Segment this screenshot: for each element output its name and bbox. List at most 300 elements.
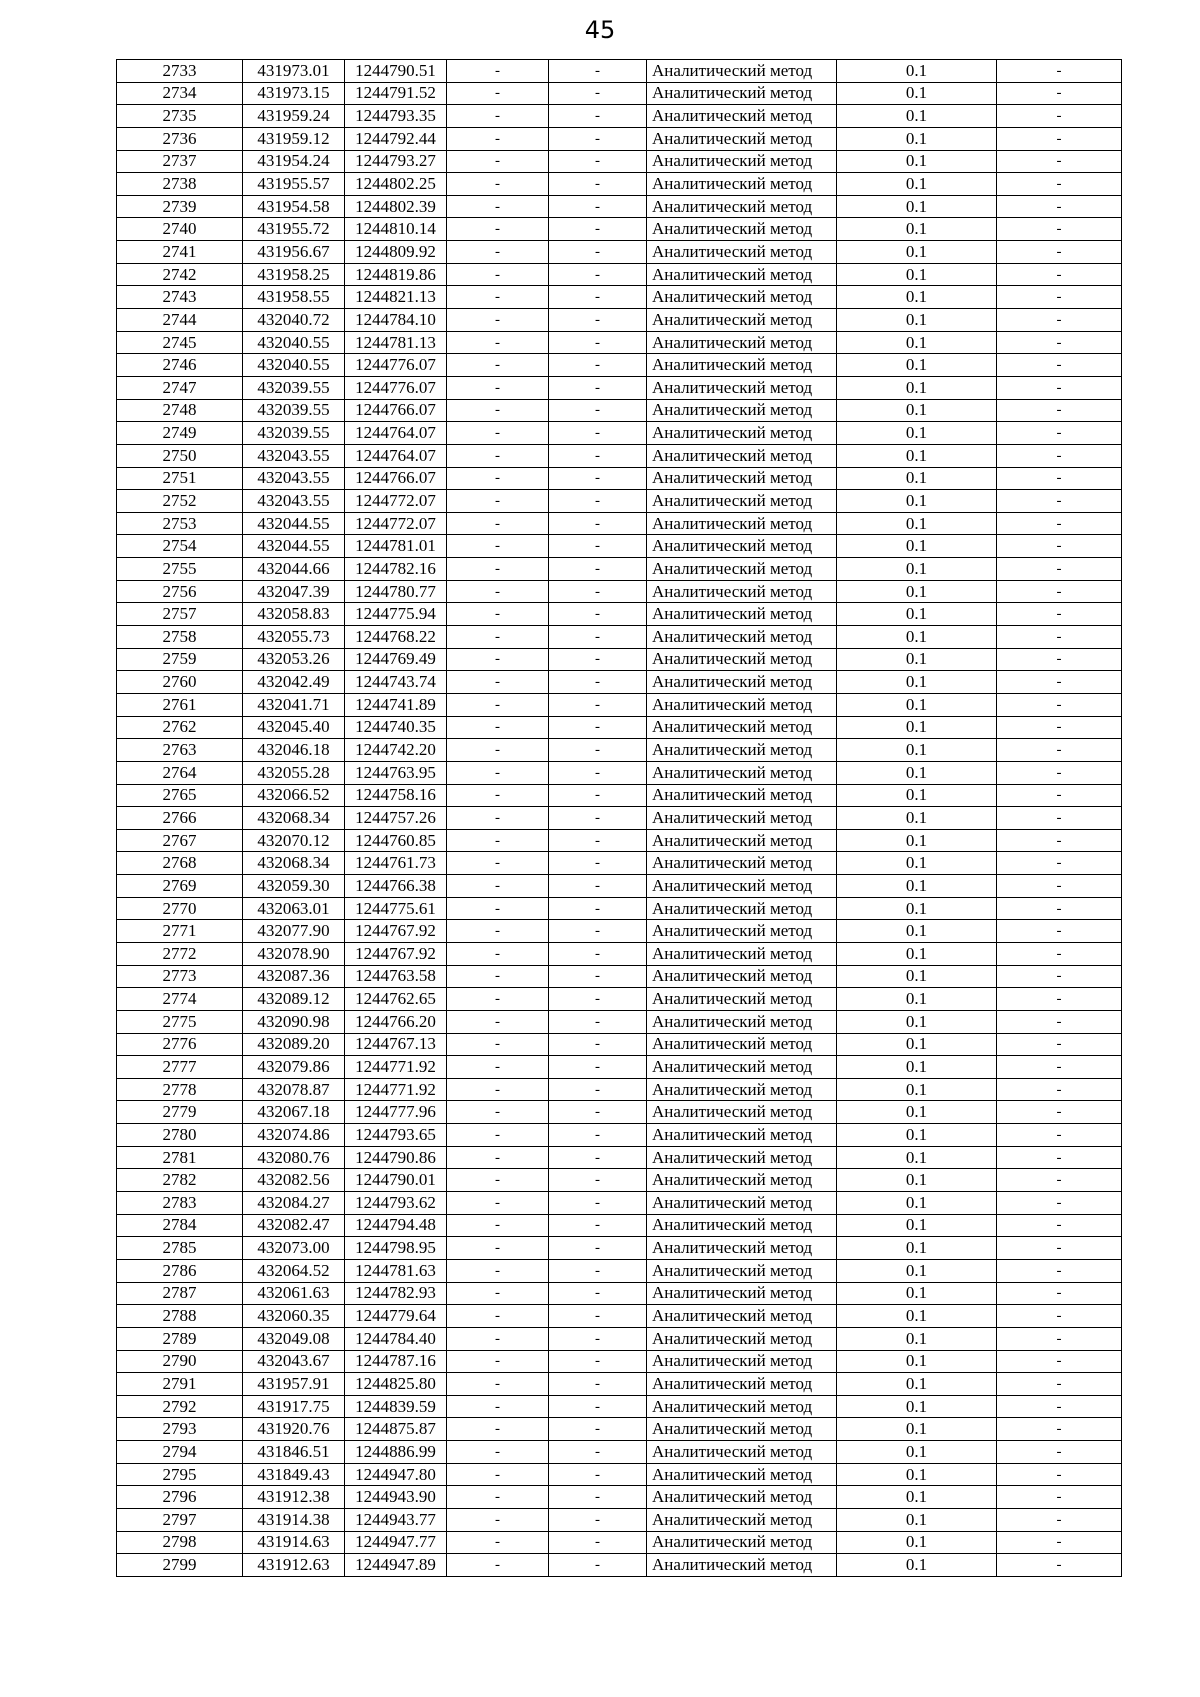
method-cell: Аналитический метод <box>647 1350 837 1373</box>
y-coordinate-cell: 1244947.77 <box>345 1531 447 1554</box>
empty-value-cell: - <box>447 263 549 286</box>
empty-value-cell: - <box>549 1282 647 1305</box>
point-number-cell: 2758 <box>117 626 243 649</box>
method-cell: Аналитический метод <box>647 1418 837 1441</box>
accuracy-cell: 0.1 <box>837 376 997 399</box>
empty-value-cell: - <box>549 1101 647 1124</box>
accuracy-cell: 0.1 <box>837 1509 997 1532</box>
empty-value-cell: - <box>549 535 647 558</box>
empty-value-cell: - <box>447 535 549 558</box>
empty-value-cell: - <box>549 1192 647 1215</box>
x-coordinate-cell: 432068.34 <box>243 852 345 875</box>
point-number-cell: 2749 <box>117 422 243 445</box>
x-coordinate-cell: 432046.18 <box>243 739 345 762</box>
accuracy-cell: 0.1 <box>837 82 997 105</box>
accuracy-cell: 0.1 <box>837 648 997 671</box>
table-row <box>117 1192 1122 1215</box>
accuracy-cell: 0.1 <box>837 1395 997 1418</box>
x-coordinate-cell: 432082.56 <box>243 1169 345 1192</box>
point-number-cell: 2790 <box>117 1350 243 1373</box>
method-cell: Аналитический метод <box>647 60 837 83</box>
x-coordinate-cell: 432078.87 <box>243 1078 345 1101</box>
table-row <box>117 1124 1122 1147</box>
point-number-cell: 2764 <box>117 761 243 784</box>
empty-value-cell: - <box>997 490 1122 513</box>
method-cell: Аналитический метод <box>647 354 837 377</box>
method-cell: Аналитический метод <box>647 1395 837 1418</box>
empty-value-cell: - <box>997 1350 1122 1373</box>
x-coordinate-cell: 432079.86 <box>243 1056 345 1079</box>
empty-value-cell: - <box>549 603 647 626</box>
empty-value-cell: - <box>997 82 1122 105</box>
method-cell: Аналитический метод <box>647 1486 837 1509</box>
method-cell: Аналитический метод <box>647 1531 837 1554</box>
empty-value-cell: - <box>549 1373 647 1396</box>
method-cell: Аналитический метод <box>647 671 837 694</box>
empty-value-cell: - <box>549 512 647 535</box>
y-coordinate-cell: 1244793.65 <box>345 1124 447 1147</box>
empty-value-cell: - <box>447 1350 549 1373</box>
method-cell: Аналитический метод <box>647 1078 837 1101</box>
point-number-cell: 2781 <box>117 1146 243 1169</box>
y-coordinate-cell: 1244761.73 <box>345 852 447 875</box>
method-cell: Аналитический метод <box>647 920 837 943</box>
x-coordinate-cell: 431849.43 <box>243 1463 345 1486</box>
empty-value-cell: - <box>447 693 549 716</box>
accuracy-cell: 0.1 <box>837 739 997 762</box>
y-coordinate-cell: 1244757.26 <box>345 807 447 830</box>
point-number-cell: 2772 <box>117 942 243 965</box>
empty-value-cell: - <box>997 1418 1122 1441</box>
table-row <box>117 399 1122 422</box>
empty-value-cell: - <box>447 807 549 830</box>
method-cell: Аналитический метод <box>647 716 837 739</box>
point-number-cell: 2776 <box>117 1033 243 1056</box>
empty-value-cell: - <box>447 490 549 513</box>
table-row <box>117 897 1122 920</box>
point-number-cell: 2768 <box>117 852 243 875</box>
method-cell: Аналитический метод <box>647 807 837 830</box>
accuracy-cell: 0.1 <box>837 1282 997 1305</box>
empty-value-cell: - <box>447 965 549 988</box>
empty-value-cell: - <box>997 105 1122 128</box>
accuracy-cell: 0.1 <box>837 897 997 920</box>
x-coordinate-cell: 431920.76 <box>243 1418 345 1441</box>
y-coordinate-cell: 1244776.07 <box>345 376 447 399</box>
y-coordinate-cell: 1244781.13 <box>345 331 447 354</box>
accuracy-cell: 0.1 <box>837 1305 997 1328</box>
point-number-cell: 2797 <box>117 1509 243 1532</box>
method-cell: Аналитический метод <box>647 490 837 513</box>
empty-value-cell: - <box>447 829 549 852</box>
x-coordinate-cell: 431958.55 <box>243 286 345 309</box>
empty-value-cell: - <box>997 263 1122 286</box>
accuracy-cell: 0.1 <box>837 331 997 354</box>
point-number-cell: 2765 <box>117 784 243 807</box>
x-coordinate-cell: 432063.01 <box>243 897 345 920</box>
table-row <box>117 716 1122 739</box>
table-row <box>117 173 1122 196</box>
point-number-cell: 2788 <box>117 1305 243 1328</box>
empty-value-cell: - <box>997 399 1122 422</box>
empty-value-cell: - <box>997 1033 1122 1056</box>
table-row <box>117 195 1122 218</box>
point-number-cell: 2763 <box>117 739 243 762</box>
empty-value-cell: - <box>549 399 647 422</box>
table-row <box>117 1101 1122 1124</box>
point-number-cell: 2755 <box>117 558 243 581</box>
table-row <box>117 1056 1122 1079</box>
y-coordinate-cell: 1244742.20 <box>345 739 447 762</box>
empty-value-cell: - <box>997 173 1122 196</box>
accuracy-cell: 0.1 <box>837 603 997 626</box>
x-coordinate-cell: 432066.52 <box>243 784 345 807</box>
empty-value-cell: - <box>997 716 1122 739</box>
x-coordinate-cell: 432040.55 <box>243 354 345 377</box>
method-cell: Аналитический метод <box>647 580 837 603</box>
empty-value-cell: - <box>447 1509 549 1532</box>
point-number-cell: 2761 <box>117 693 243 716</box>
y-coordinate-cell: 1244802.25 <box>345 173 447 196</box>
empty-value-cell: - <box>997 558 1122 581</box>
y-coordinate-cell: 1244819.86 <box>345 263 447 286</box>
x-coordinate-cell: 432064.52 <box>243 1259 345 1282</box>
method-cell: Аналитический метод <box>647 1056 837 1079</box>
empty-value-cell: - <box>997 1373 1122 1396</box>
y-coordinate-cell: 1244768.22 <box>345 626 447 649</box>
empty-value-cell: - <box>447 1010 549 1033</box>
empty-value-cell: - <box>549 331 647 354</box>
method-cell: Аналитический метод <box>647 1327 837 1350</box>
empty-value-cell: - <box>549 60 647 83</box>
point-number-cell: 2798 <box>117 1531 243 1554</box>
table-row <box>117 1531 1122 1554</box>
page-number: 45 <box>584 16 616 44</box>
y-coordinate-cell: 1244780.77 <box>345 580 447 603</box>
empty-value-cell: - <box>549 1554 647 1577</box>
method-cell: Аналитический метод <box>647 558 837 581</box>
empty-value-cell: - <box>549 1531 647 1554</box>
empty-value-cell: - <box>997 1305 1122 1328</box>
table-row <box>117 331 1122 354</box>
method-cell: Аналитический метод <box>647 263 837 286</box>
empty-value-cell: - <box>997 535 1122 558</box>
empty-value-cell: - <box>447 1554 549 1577</box>
empty-value-cell: - <box>549 1033 647 1056</box>
y-coordinate-cell: 1244775.61 <box>345 897 447 920</box>
point-number-cell: 2796 <box>117 1486 243 1509</box>
method-cell: Аналитический метод <box>647 1033 837 1056</box>
empty-value-cell: - <box>447 467 549 490</box>
table-row <box>117 1418 1122 1441</box>
empty-value-cell: - <box>447 1078 549 1101</box>
accuracy-cell: 0.1 <box>837 988 997 1011</box>
point-number-cell: 2793 <box>117 1418 243 1441</box>
y-coordinate-cell: 1244766.20 <box>345 1010 447 1033</box>
y-coordinate-cell: 1244741.89 <box>345 693 447 716</box>
x-coordinate-cell: 431958.25 <box>243 263 345 286</box>
method-cell: Аналитический метод <box>647 1101 837 1124</box>
accuracy-cell: 0.1 <box>837 942 997 965</box>
point-number-cell: 2748 <box>117 399 243 422</box>
empty-value-cell: - <box>447 1441 549 1464</box>
empty-value-cell: - <box>549 422 647 445</box>
accuracy-cell: 0.1 <box>837 422 997 445</box>
accuracy-cell: 0.1 <box>837 920 997 943</box>
x-coordinate-cell: 432089.20 <box>243 1033 345 1056</box>
method-cell: Аналитический метод <box>647 875 837 898</box>
method-cell: Аналитический метод <box>647 1463 837 1486</box>
method-cell: Аналитический метод <box>647 648 837 671</box>
x-coordinate-cell: 432039.55 <box>243 399 345 422</box>
table-row <box>117 1350 1122 1373</box>
method-cell: Аналитический метод <box>647 512 837 535</box>
point-number-cell: 2760 <box>117 671 243 694</box>
empty-value-cell: - <box>447 1531 549 1554</box>
method-cell: Аналитический метод <box>647 1305 837 1328</box>
accuracy-cell: 0.1 <box>837 195 997 218</box>
method-cell: Аналитический метод <box>647 150 837 173</box>
empty-value-cell: - <box>549 671 647 694</box>
point-number-cell: 2740 <box>117 218 243 241</box>
table-row <box>117 1282 1122 1305</box>
empty-value-cell: - <box>447 626 549 649</box>
empty-value-cell: - <box>549 558 647 581</box>
accuracy-cell: 0.1 <box>837 399 997 422</box>
method-cell: Аналитический метод <box>647 82 837 105</box>
accuracy-cell: 0.1 <box>837 875 997 898</box>
empty-value-cell: - <box>997 829 1122 852</box>
accuracy-cell: 0.1 <box>837 1441 997 1464</box>
empty-value-cell: - <box>997 1509 1122 1532</box>
point-number-cell: 2778 <box>117 1078 243 1101</box>
empty-value-cell: - <box>549 218 647 241</box>
x-coordinate-cell: 432077.90 <box>243 920 345 943</box>
y-coordinate-cell: 1244798.95 <box>345 1237 447 1260</box>
empty-value-cell: - <box>997 467 1122 490</box>
table-row <box>117 422 1122 445</box>
empty-value-cell: - <box>997 784 1122 807</box>
y-coordinate-cell: 1244790.86 <box>345 1146 447 1169</box>
accuracy-cell: 0.1 <box>837 218 997 241</box>
empty-value-cell: - <box>549 444 647 467</box>
empty-value-cell: - <box>549 852 647 875</box>
point-number-cell: 2787 <box>117 1282 243 1305</box>
x-coordinate-cell: 432080.76 <box>243 1146 345 1169</box>
x-coordinate-cell: 431912.38 <box>243 1486 345 1509</box>
empty-value-cell: - <box>997 309 1122 332</box>
empty-value-cell: - <box>997 671 1122 694</box>
y-coordinate-cell: 1244779.64 <box>345 1305 447 1328</box>
method-cell: Аналитический метод <box>647 1237 837 1260</box>
empty-value-cell: - <box>447 1463 549 1486</box>
empty-value-cell: - <box>549 1124 647 1147</box>
table-row <box>117 626 1122 649</box>
method-cell: Аналитический метод <box>647 1010 837 1033</box>
table-row <box>117 580 1122 603</box>
y-coordinate-cell: 1244771.92 <box>345 1078 447 1101</box>
method-cell: Аналитический метод <box>647 467 837 490</box>
point-number-cell: 2743 <box>117 286 243 309</box>
empty-value-cell: - <box>549 988 647 1011</box>
empty-value-cell: - <box>549 807 647 830</box>
method-cell: Аналитический метод <box>647 829 837 852</box>
y-coordinate-cell: 1244790.51 <box>345 60 447 83</box>
table-row <box>117 1395 1122 1418</box>
accuracy-cell: 0.1 <box>837 263 997 286</box>
accuracy-cell: 0.1 <box>837 444 997 467</box>
method-cell: Аналитический метод <box>647 693 837 716</box>
empty-value-cell: - <box>997 626 1122 649</box>
y-coordinate-cell: 1244769.49 <box>345 648 447 671</box>
empty-value-cell: - <box>549 309 647 332</box>
accuracy-cell: 0.1 <box>837 1033 997 1056</box>
y-coordinate-cell: 1244943.90 <box>345 1486 447 1509</box>
empty-value-cell: - <box>997 1327 1122 1350</box>
empty-value-cell: - <box>447 354 549 377</box>
accuracy-cell: 0.1 <box>837 558 997 581</box>
empty-value-cell: - <box>549 1259 647 1282</box>
point-number-cell: 2771 <box>117 920 243 943</box>
empty-value-cell: - <box>549 1146 647 1169</box>
empty-value-cell: - <box>447 580 549 603</box>
empty-value-cell: - <box>447 852 549 875</box>
empty-value-cell: - <box>549 150 647 173</box>
point-number-cell: 2775 <box>117 1010 243 1033</box>
x-coordinate-cell: 431955.57 <box>243 173 345 196</box>
table-row <box>117 875 1122 898</box>
y-coordinate-cell: 1244781.63 <box>345 1259 447 1282</box>
method-cell: Аналитический метод <box>647 1214 837 1237</box>
point-number-cell: 2795 <box>117 1463 243 1486</box>
empty-value-cell: - <box>447 309 549 332</box>
point-number-cell: 2785 <box>117 1237 243 1260</box>
empty-value-cell: - <box>447 1395 549 1418</box>
y-coordinate-cell: 1244775.94 <box>345 603 447 626</box>
empty-value-cell: - <box>997 942 1122 965</box>
empty-value-cell: - <box>447 558 549 581</box>
point-number-cell: 2737 <box>117 150 243 173</box>
y-coordinate-cell: 1244784.10 <box>345 309 447 332</box>
accuracy-cell: 0.1 <box>837 535 997 558</box>
x-coordinate-cell: 431954.24 <box>243 150 345 173</box>
empty-value-cell: - <box>447 1056 549 1079</box>
y-coordinate-cell: 1244760.85 <box>345 829 447 852</box>
accuracy-cell: 0.1 <box>837 852 997 875</box>
x-coordinate-cell: 432055.73 <box>243 626 345 649</box>
empty-value-cell: - <box>549 580 647 603</box>
table-row <box>117 60 1122 83</box>
y-coordinate-cell: 1244839.59 <box>345 1395 447 1418</box>
point-number-cell: 2784 <box>117 1214 243 1237</box>
x-coordinate-cell: 432043.67 <box>243 1350 345 1373</box>
point-number-cell: 2773 <box>117 965 243 988</box>
y-coordinate-cell: 1244772.07 <box>345 512 447 535</box>
x-coordinate-cell: 431973.01 <box>243 60 345 83</box>
accuracy-cell: 0.1 <box>837 105 997 128</box>
y-coordinate-cell: 1244782.93 <box>345 1282 447 1305</box>
empty-value-cell: - <box>997 580 1122 603</box>
empty-value-cell: - <box>447 60 549 83</box>
y-coordinate-cell: 1244787.16 <box>345 1350 447 1373</box>
empty-value-cell: - <box>447 1101 549 1124</box>
empty-value-cell: - <box>447 1305 549 1328</box>
y-coordinate-cell: 1244781.01 <box>345 535 447 558</box>
accuracy-cell: 0.1 <box>837 671 997 694</box>
table-row <box>117 1305 1122 1328</box>
empty-value-cell: - <box>447 241 549 264</box>
accuracy-cell: 0.1 <box>837 1214 997 1237</box>
x-coordinate-cell: 432087.36 <box>243 965 345 988</box>
empty-value-cell: - <box>549 286 647 309</box>
accuracy-cell: 0.1 <box>837 150 997 173</box>
table-row <box>117 309 1122 332</box>
accuracy-cell: 0.1 <box>837 286 997 309</box>
y-coordinate-cell: 1244763.58 <box>345 965 447 988</box>
point-number-cell: 2799 <box>117 1554 243 1577</box>
y-coordinate-cell: 1244776.07 <box>345 354 447 377</box>
empty-value-cell: - <box>997 648 1122 671</box>
accuracy-cell: 0.1 <box>837 807 997 830</box>
empty-value-cell: - <box>997 1146 1122 1169</box>
method-cell: Аналитический метод <box>647 1509 837 1532</box>
x-coordinate-cell: 431912.63 <box>243 1554 345 1577</box>
method-cell: Аналитический метод <box>647 965 837 988</box>
point-number-cell: 2742 <box>117 263 243 286</box>
empty-value-cell: - <box>997 1078 1122 1101</box>
table-row <box>117 784 1122 807</box>
table-row <box>117 490 1122 513</box>
x-coordinate-cell: 432078.90 <box>243 942 345 965</box>
point-number-cell: 2782 <box>117 1169 243 1192</box>
table-row <box>117 693 1122 716</box>
y-coordinate-cell: 1244794.48 <box>345 1214 447 1237</box>
point-number-cell: 2766 <box>117 807 243 830</box>
y-coordinate-cell: 1244764.07 <box>345 422 447 445</box>
empty-value-cell: - <box>549 648 647 671</box>
empty-value-cell: - <box>447 82 549 105</box>
empty-value-cell: - <box>997 1169 1122 1192</box>
table-row <box>117 852 1122 875</box>
method-cell: Аналитический метод <box>647 218 837 241</box>
point-number-cell: 2741 <box>117 241 243 264</box>
y-coordinate-cell: 1244762.65 <box>345 988 447 1011</box>
empty-value-cell: - <box>997 807 1122 830</box>
empty-value-cell: - <box>447 897 549 920</box>
empty-value-cell: - <box>549 965 647 988</box>
empty-value-cell: - <box>997 354 1122 377</box>
table-row <box>117 1463 1122 1486</box>
x-coordinate-cell: 432070.12 <box>243 829 345 852</box>
y-coordinate-cell: 1244763.95 <box>345 761 447 784</box>
x-coordinate-cell: 432044.66 <box>243 558 345 581</box>
accuracy-cell: 0.1 <box>837 467 997 490</box>
empty-value-cell: - <box>549 105 647 128</box>
table-row <box>117 1237 1122 1260</box>
empty-value-cell: - <box>549 897 647 920</box>
y-coordinate-cell: 1244767.13 <box>345 1033 447 1056</box>
method-cell: Аналитический метод <box>647 1259 837 1282</box>
y-coordinate-cell: 1244875.87 <box>345 1418 447 1441</box>
method-cell: Аналитический метод <box>647 422 837 445</box>
empty-value-cell: - <box>447 1327 549 1350</box>
empty-value-cell: - <box>549 173 647 196</box>
empty-value-cell: - <box>447 1146 549 1169</box>
empty-value-cell: - <box>997 1554 1122 1577</box>
empty-value-cell: - <box>447 1214 549 1237</box>
method-cell: Аналитический метод <box>647 535 837 558</box>
accuracy-cell: 0.1 <box>837 1192 997 1215</box>
